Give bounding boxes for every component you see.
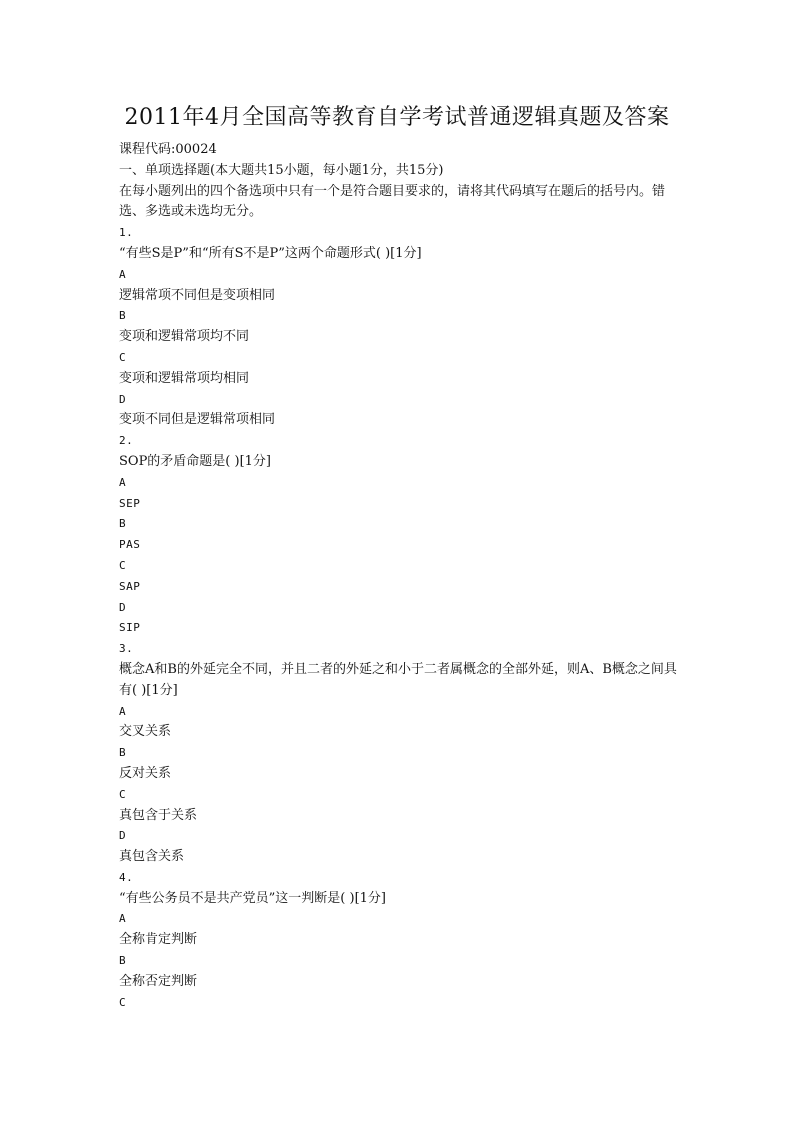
option-letter: C xyxy=(119,558,127,572)
question-text: 概念A和B的外延完全不同，并且二者的外延之和小于二者属概念的全部外延，则A、B概念之间具有( )[1分] xyxy=(119,661,677,698)
option-letter: C xyxy=(119,995,127,1009)
instructions: 在每小题列出的四个备选项中只有一个是符合题目要求的，请将其代码填写在题后的括号内。错选、多选或未选均无分。 xyxy=(119,183,666,220)
question-number: 3. xyxy=(119,642,134,656)
question-text: “有些公务员不是共产党员”这一判断是( )[1分] xyxy=(119,890,386,906)
question-2 xyxy=(119,431,679,639)
option-text: 反对关系 xyxy=(119,765,172,781)
option-text: 真包含于关系 xyxy=(119,807,198,823)
document-body xyxy=(119,140,679,1013)
question-text: SOP的矛盾命题是( )[1分] xyxy=(119,453,272,469)
option-letter: B xyxy=(119,746,127,760)
option-text: PAS xyxy=(119,538,141,552)
option-text: SAP xyxy=(119,579,141,593)
option-text: SIP xyxy=(119,621,141,635)
question-number: 1. xyxy=(119,226,134,240)
option-letter: A xyxy=(119,912,127,926)
option-letter: B xyxy=(119,517,127,531)
course-code: 课程代码:00024 xyxy=(119,142,217,157)
option-text: 变项不同但是逻辑常项相同 xyxy=(119,412,276,428)
option-letter: D xyxy=(119,392,127,406)
option-text: 变项和逻辑常项均不同 xyxy=(119,329,250,345)
option-text: 全称肯定判断 xyxy=(119,932,198,948)
option-letter: C xyxy=(119,350,127,364)
option-letter: A xyxy=(119,475,127,489)
question-3 xyxy=(119,639,679,868)
option-letter: B xyxy=(119,309,127,323)
question-1 xyxy=(119,223,679,431)
option-letter: A xyxy=(119,704,127,718)
option-text: 交叉关系 xyxy=(119,724,172,740)
option-text: 变项和逻辑常项均相同 xyxy=(119,370,250,386)
question-text: “有些S是P”和“所有S不是P”这两个命题形式( )[1分] xyxy=(119,245,422,261)
option-letter: C xyxy=(119,787,127,801)
option-text: 真包含关系 xyxy=(119,849,185,865)
option-text: SEP xyxy=(119,496,141,510)
question-4 xyxy=(119,868,679,1014)
document-title: 2011年4月全国高等教育自学考试普通逻辑真题及答案 xyxy=(124,105,670,130)
option-letter: B xyxy=(119,954,127,968)
option-letter: D xyxy=(119,600,127,614)
option-letter: D xyxy=(119,829,127,843)
section-header: 一、单项选择题(本大题共15小题，每小题1分，共15分) xyxy=(119,162,444,178)
option-text: 逻辑常项不同但是变项相同 xyxy=(119,287,276,303)
option-text: 全称否定判断 xyxy=(119,973,198,989)
question-number: 4. xyxy=(119,870,134,884)
option-letter: A xyxy=(119,267,127,281)
question-number: 2. xyxy=(119,434,134,448)
